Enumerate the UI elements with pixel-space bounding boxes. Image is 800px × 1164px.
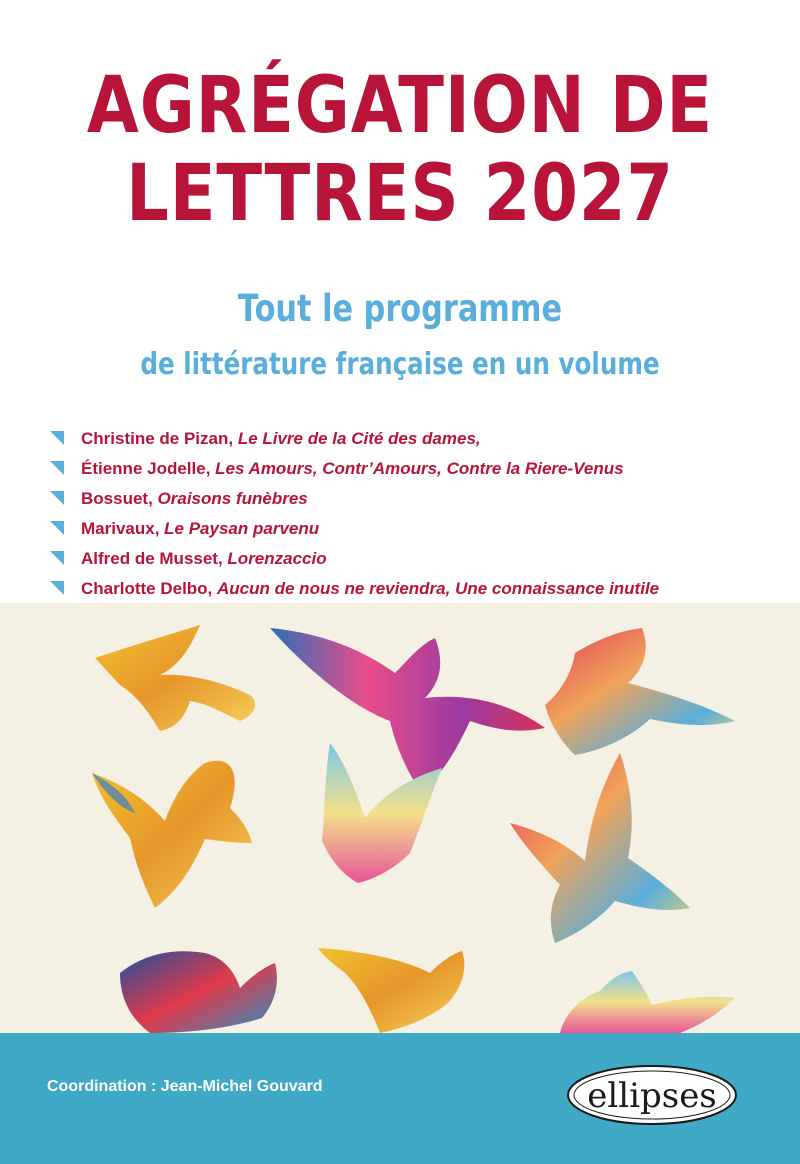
program-work: Le Paysan parvenu: [164, 519, 320, 538]
program-work: Oraisons funèbres: [157, 489, 308, 508]
publisher-name: ellipses: [587, 1076, 717, 1116]
program-work: Les Amours, Contr’Amours, Contre la Riere-Venus: [215, 459, 624, 478]
triangle-bullet-icon: [50, 551, 64, 565]
program-item: [50, 574, 770, 604]
program-item: [50, 514, 770, 544]
program-item: [50, 454, 770, 484]
triangle-bullet-icon: [50, 491, 64, 505]
program-author: Bossuet,: [81, 489, 158, 508]
ellipses-logo: [563, 1063, 741, 1127]
triangle-bullet-icon: [50, 431, 64, 445]
triangle-bullet-icon: [50, 461, 64, 475]
subtitle-line-2: de littérature française en un volume: [140, 347, 660, 382]
program-author: Marivaux,: [81, 519, 165, 538]
title-line-2: LETTRES 2027: [126, 149, 674, 239]
triangle-bullet-icon: [50, 521, 64, 535]
title-line-1: AGRÉGATION DE: [86, 61, 714, 151]
birds-illustration: [0, 603, 800, 1033]
program-item: [50, 424, 770, 454]
program-author: Charlotte Delbo,: [81, 579, 218, 598]
subtitle-line-1: Tout le programme: [237, 287, 563, 330]
program-author: Étienne Jodelle,: [81, 459, 216, 478]
program-item: [50, 484, 770, 514]
program-author: Christine de Pizan,: [81, 429, 238, 448]
program-work: Le Livre de la Cité des dames,: [237, 429, 481, 448]
watercolor-birds-icon: [0, 603, 800, 1033]
triangle-bullet-icon: [50, 581, 64, 595]
coordination-credit: Coordination : Jean-Michel Gouvard: [47, 1078, 323, 1095]
program-author: Alfred de Musset,: [81, 549, 228, 568]
footer-band: [0, 1033, 800, 1164]
program-item: [50, 544, 770, 574]
program-work: Lorenzaccio: [227, 549, 327, 568]
program-list: [50, 424, 770, 604]
ellipses-logo-icon: [563, 1063, 741, 1127]
cover-title: [56, 62, 744, 238]
program-work: Aucun de nous ne reviendra, Une connaissance inutile: [217, 579, 660, 598]
